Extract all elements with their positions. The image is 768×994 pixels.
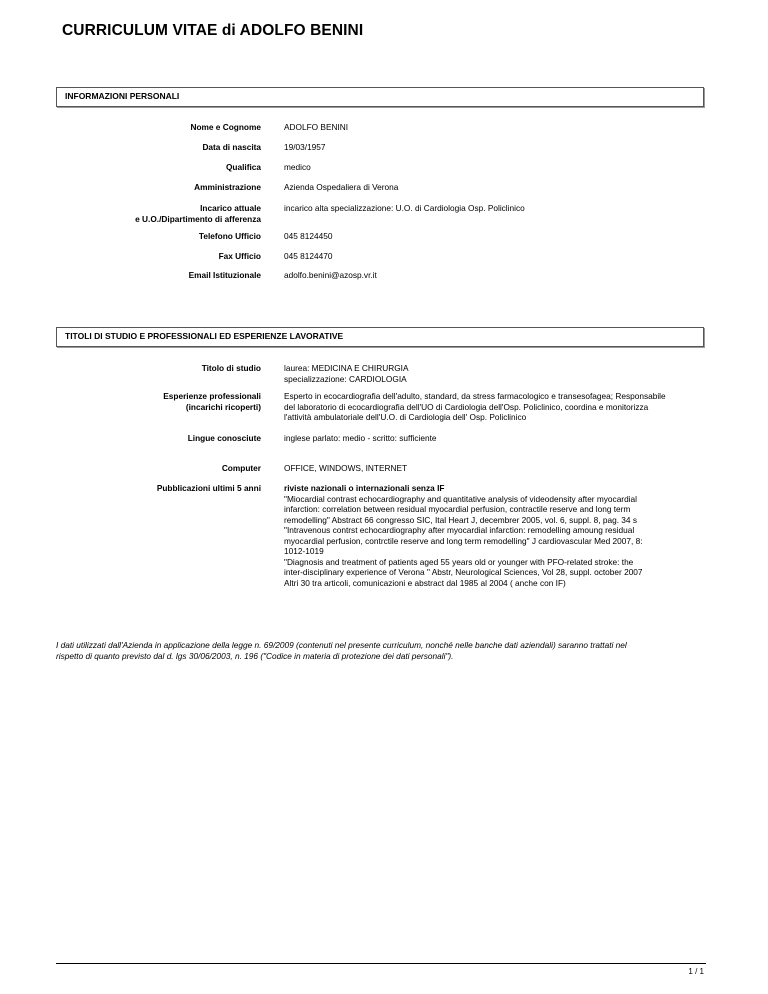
field-label-line: Incarico attuale bbox=[200, 203, 261, 213]
field-value-line: remodelling" Abstract 66 congresso SIC, Ital Heart J, decembrer 2005, vol. 6, suppl. 8, pag. 34 s bbox=[284, 514, 637, 525]
field-value-line: Azienda Ospedaliera di Verona bbox=[284, 182, 399, 192]
field-label bbox=[61, 203, 261, 224]
field-value bbox=[284, 463, 704, 474]
section-title-education: TITOLI DI STUDIO E PROFESSIONALI ED ESPERIENZE LAVORATIVE bbox=[65, 331, 344, 341]
field-value-line: infarction: correlation between residual myocardial perfusion, contractile reserve and long term bbox=[284, 504, 631, 514]
section-education bbox=[56, 327, 704, 347]
field-label bbox=[61, 162, 261, 173]
field-value-line: inter-disciplinary experience of Verona " Abstr, Neurological Sciences, Vol 28, suppl. october 2007 bbox=[284, 567, 643, 577]
field-value bbox=[284, 203, 704, 214]
field-value-line: Esperto in ecocardiografia dell'adulto, standard, da stress farmacologico e transesofagea; Responsabile bbox=[284, 391, 666, 401]
field-value-line: OFFICE, WINDOWS, INTERNET bbox=[284, 463, 408, 473]
field-value-heading: riviste nazionali o internazionali senza IF bbox=[284, 483, 445, 493]
field-value bbox=[284, 483, 704, 588]
field-label bbox=[61, 142, 261, 153]
section-title-personal: INFORMAZIONI PERSONALI bbox=[65, 91, 180, 101]
field-label bbox=[61, 433, 261, 444]
field-value bbox=[284, 391, 704, 423]
field-value bbox=[284, 363, 704, 384]
field-label-line: Email Istituzionale bbox=[188, 270, 261, 280]
field-label-line: Data di nascita bbox=[202, 142, 261, 152]
field-value-line: adolfo.benini@azosp.vr.it bbox=[284, 270, 377, 280]
field-label bbox=[61, 270, 261, 281]
privacy-note bbox=[56, 640, 708, 662]
field-value-line: specializzazione: CARDIOLOGIA bbox=[284, 373, 407, 384]
field-value-line: 1012-1019 bbox=[284, 546, 324, 556]
field-label-line: (incarichi ricoperti) bbox=[185, 401, 261, 412]
field-label bbox=[61, 251, 261, 262]
field-value bbox=[284, 182, 704, 193]
field-value-line: incarico alta specializzazione: U.O. di Cardiologia Osp. Policlinico bbox=[284, 203, 525, 213]
field-value-line: 045 8124450 bbox=[284, 231, 333, 241]
field-value-line: laurea: MEDICINA E CHIRURGIA bbox=[284, 363, 409, 373]
field-label bbox=[61, 483, 261, 494]
field-label-line: e U.O./Dipartimento di afferenza bbox=[135, 213, 261, 224]
privacy-note-line: I dati utilizzati dall'Azienda in applicazione della legge n. 69/2009 (contenuti nel presente curriculum, nonché nelle banche dati aziendali) saranno trattati nel bbox=[56, 640, 627, 650]
field-value-line: medico bbox=[284, 162, 311, 172]
privacy-note-line: rispetto di quanto previsto dal d. lgs 30/06/2003, n. 196 ("Codice in materia di protezione dei dati personali"). bbox=[56, 651, 454, 661]
field-label bbox=[61, 463, 261, 474]
field-value-line: "Intravenous contrst echocardiography after myocardial infarction: remodelling amoung residual bbox=[284, 525, 635, 535]
document-title: CURRICULUM VITAE di ADOLFO BENINI bbox=[62, 22, 364, 39]
field-label-line: Qualifica bbox=[225, 162, 261, 172]
field-value-line: myocardial perfusion, contrctile reserve and long term remodelling" J cardiovascular Med 2007, 8: bbox=[284, 535, 643, 546]
field-label bbox=[61, 182, 261, 193]
page-number: 1 / 1 bbox=[688, 967, 704, 976]
field-value-line: "Diagnosis and treatment of patients aged 55 years old or younger with PFO-related stroke: the bbox=[284, 556, 634, 567]
field-label-line: Nome e Cognome bbox=[190, 122, 261, 132]
field-value-line: 045 8124470 bbox=[284, 251, 333, 261]
field-value-line: l'attività ambulatoriale dell'U.O. di Cardiologia dell' Osp. Policlinico bbox=[284, 412, 527, 422]
field-value bbox=[284, 122, 704, 133]
field-label bbox=[61, 391, 261, 412]
field-value-line: inglese parlato: medio - scritto: sufficiente bbox=[284, 433, 437, 443]
field-label-line: Amministrazione bbox=[194, 182, 261, 192]
field-value bbox=[284, 142, 704, 153]
field-label-line: Computer bbox=[221, 463, 261, 473]
field-label-line: Pubblicazioni ultimi 5 anni bbox=[156, 483, 261, 493]
field-value-line: "Miocardial contrast echocardiography and quantitative analysis of videodensity after myocardial bbox=[284, 493, 637, 504]
field-label-line: Fax Ufficio bbox=[218, 251, 261, 261]
field-label-line: Esperienze professionali bbox=[163, 391, 261, 401]
field-value bbox=[284, 251, 704, 262]
field-value-line: ADOLFO BENINI bbox=[284, 122, 349, 132]
field-value bbox=[284, 162, 704, 173]
field-value bbox=[284, 231, 704, 242]
field-label bbox=[61, 231, 261, 242]
field-value bbox=[284, 270, 704, 281]
field-value-line: Altri 30 tra articoli, comunicazioni e abstract dal 1985 al 2004 ( anche con IF) bbox=[284, 577, 566, 588]
field-label-line: Lingue conosciute bbox=[187, 433, 261, 443]
field-label-line: Titolo di studio bbox=[201, 363, 261, 373]
section-personal bbox=[56, 87, 704, 107]
footer-divider bbox=[56, 963, 706, 964]
field-label-line: Telefono Ufficio bbox=[198, 231, 261, 241]
field-value-line: 19/03/1957 bbox=[284, 142, 326, 152]
field-label bbox=[61, 122, 261, 133]
field-label bbox=[61, 363, 261, 374]
field-value-line: del laboratorio di ecocardiografia dell'UO di Cardiologia dell'Osp. Policlinico, coordina e monitorizza bbox=[284, 401, 649, 412]
field-value bbox=[284, 433, 704, 444]
